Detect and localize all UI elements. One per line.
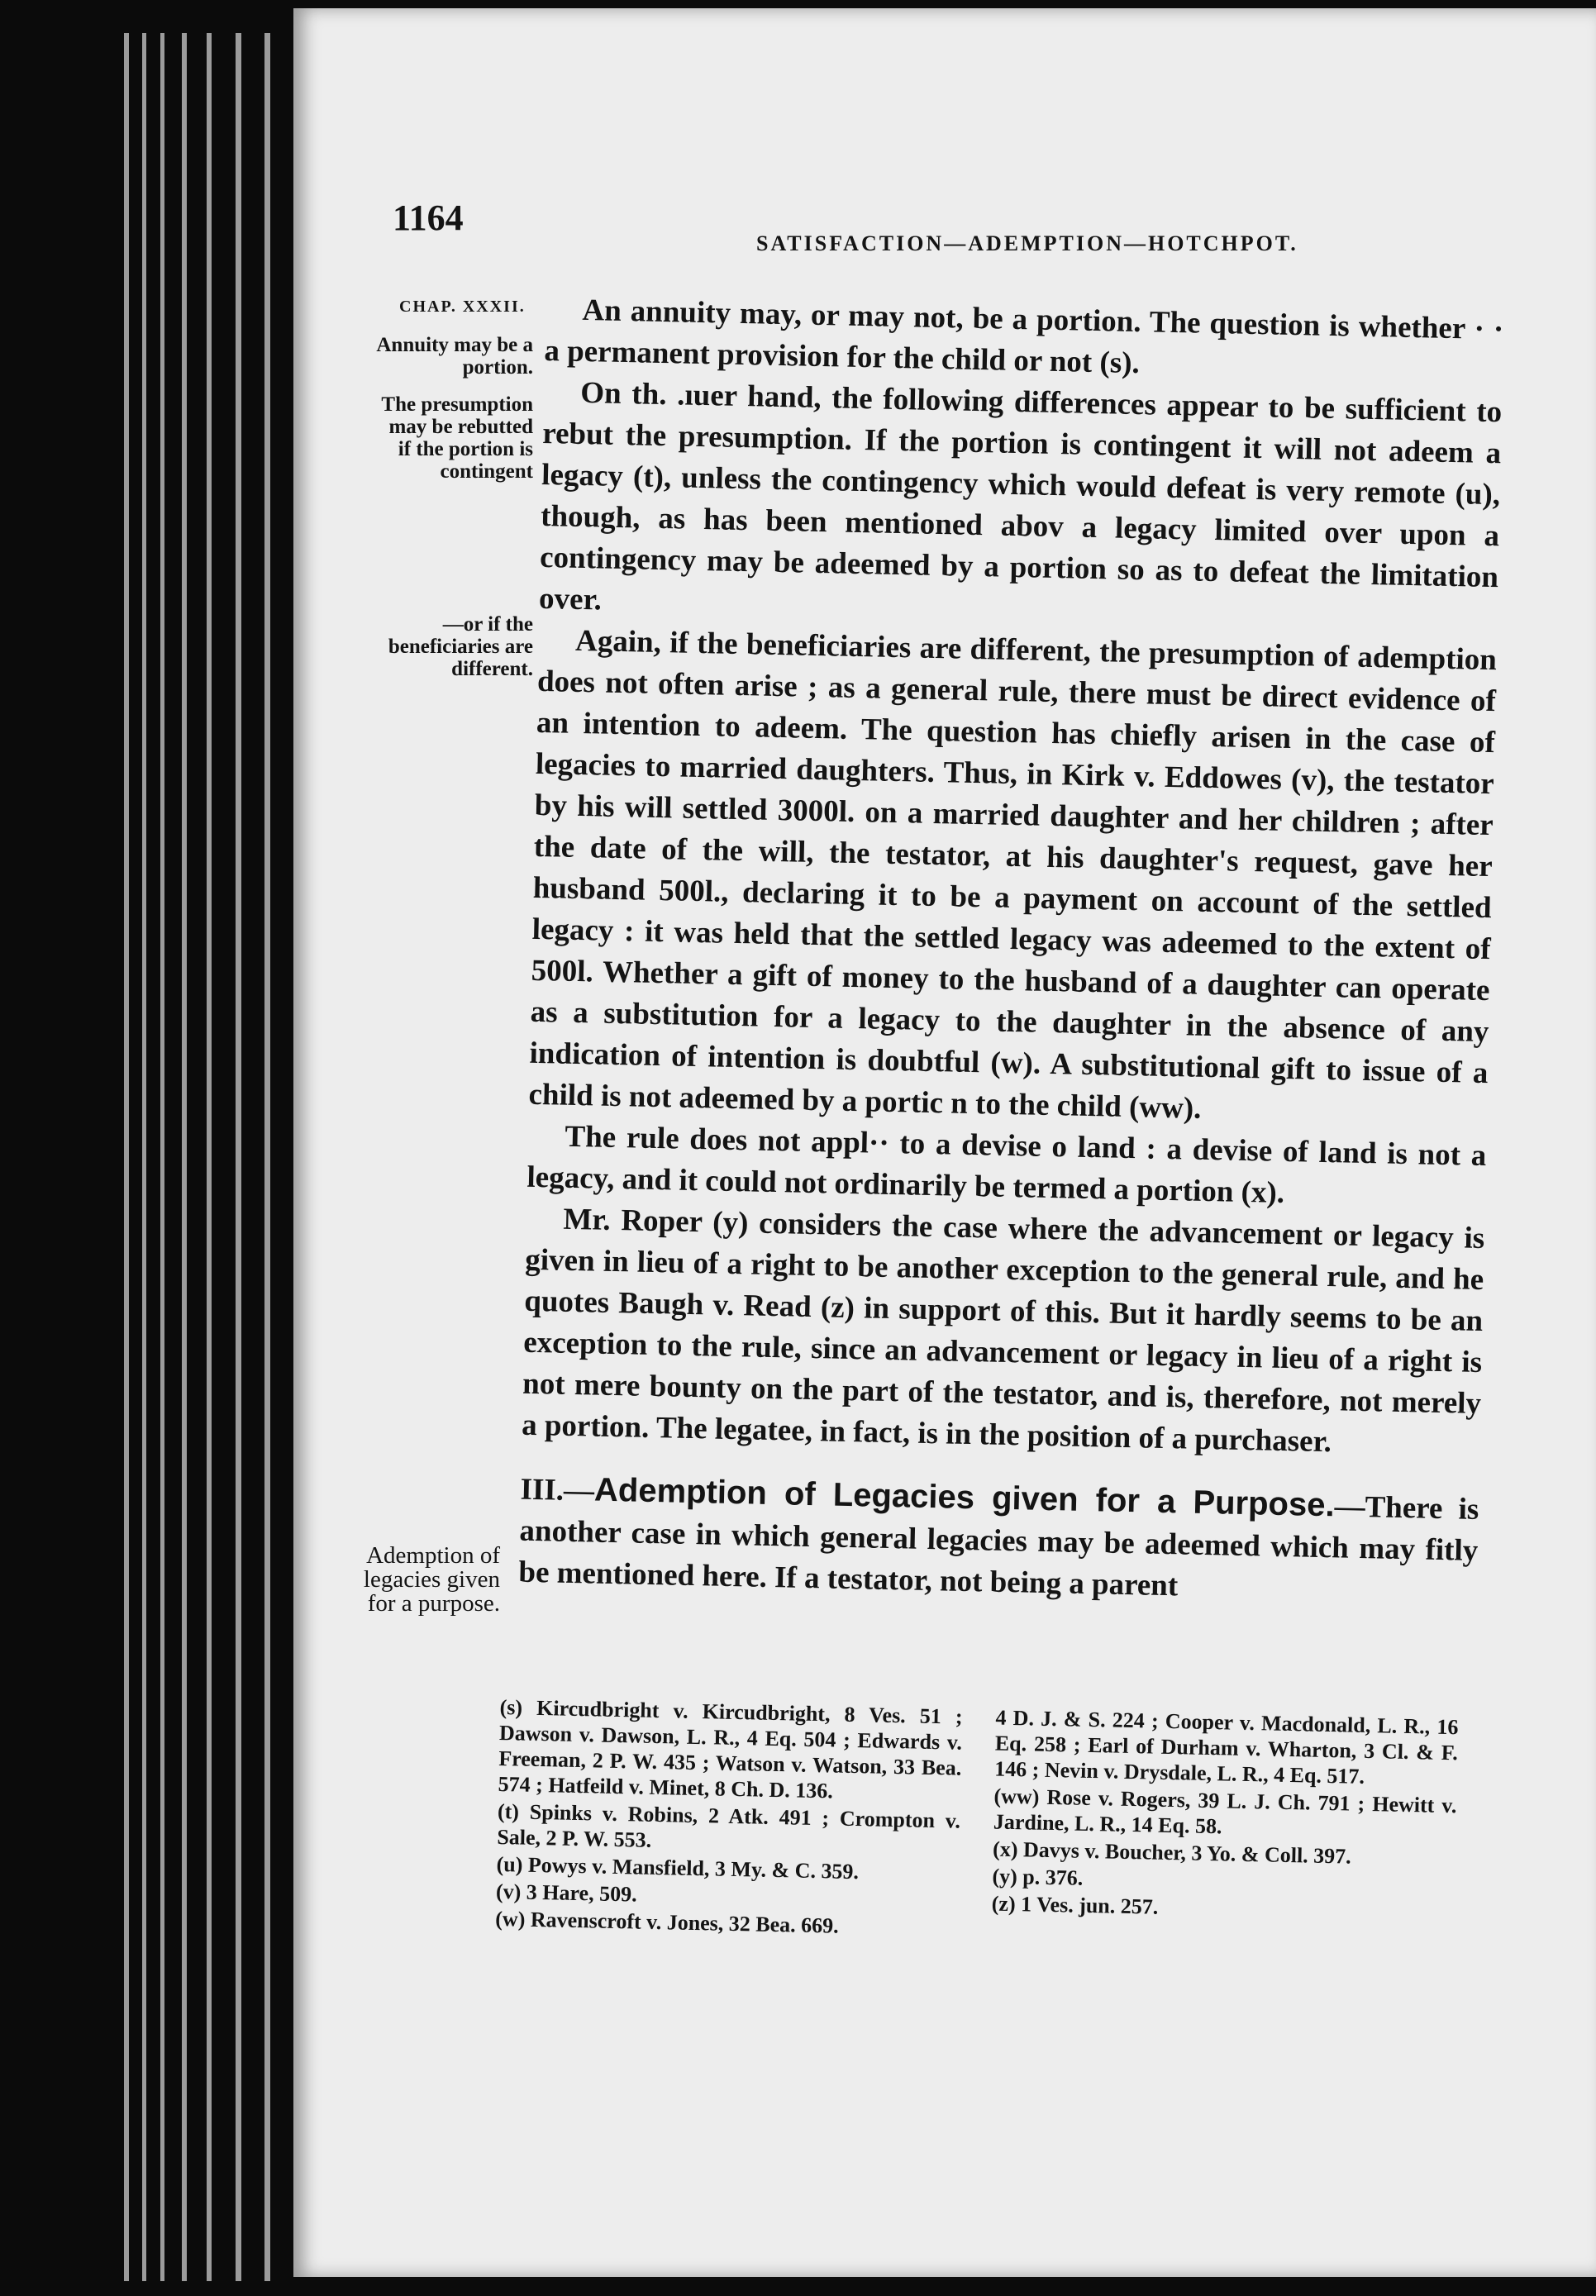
- footnotes-left-column: [495, 1694, 963, 1943]
- page-edges: [124, 33, 314, 2281]
- footnote: (t) Spinks v. Robins, 2 Atk. 491 ; Crompton v. Sale, 2 P. W. 553.: [497, 1798, 961, 1852]
- book-page: [293, 8, 1596, 2277]
- footnote: (x) Davys v. Boucher, 3 Yo. & Coll. 397.: [992, 1836, 1352, 1869]
- footnote: (w) Ravenscroft v. Jones, 32 Bea. 669.: [495, 1906, 840, 1938]
- sidenote-annuity: Annuity may be a portion.: [376, 334, 533, 379]
- body-text: [518, 289, 1504, 1613]
- paragraph: An annuity may, or may not, be a portion. The question is whether · · a permanent provision for the child or not (s).: [544, 293, 1504, 381]
- page-number: 1164: [393, 198, 464, 238]
- sidenote-beneficiaries: —or if the beneficiaries are different.: [388, 613, 533, 680]
- footnote: (z) 1 Ves. jun. 257.: [991, 1891, 1159, 1919]
- paragraph: The rule does not appl·· to a devise o land : a devise of land is not a legacy, and it could not ordinarily be termed a portion (x).: [526, 1119, 1487, 1210]
- footnote: (ww) Rose v. Rogers, 39 L. J. Ch. 791 ; Hewitt v. Jardine, L. R., 14 Eq. 58.: [993, 1784, 1457, 1839]
- sidenote-presumption: The presumption may be rebutted if the portion is contingent: [381, 393, 533, 483]
- paragraph: On th. .ıuer hand, the following differences appear to be sufficient to rebut the presumption. If the portion is contingent it will not adeem a legacy (t), unless the contingency which would defeat is very remote (u), though, as has been mentioned abov a legacy limited over upon a contingency may be adeemed by a portion so as to defeat the limitation over.: [538, 375, 1503, 617]
- sidenote-purpose: Ademption of legacies given for a purpose.: [363, 1542, 500, 1617]
- footnote: (u) Powys v. Mansfield, 3 My. & C. 359.: [496, 1851, 860, 1884]
- running-head: SATISFACTION—ADEMPTION—HOTCHPOT.: [756, 231, 1298, 255]
- footnote: 4 D. J. & S. 224 ; Cooper v. Macdonald, L. R., 16 Eq. 258 ; Earl of Durham v. Wharton, 3 Cl. & F. 146 ; Nevin v. Drysdale, L. R., 4 Eq. 517.: [993, 1705, 1459, 1789]
- paragraph: Mr. Roper (y) considers the case where the advancement or legacy is given in lieu of a right to be another exception to the general rule, and he quotes Baugh v. Read (z) in support of this. But it hardly seems to be an exception to the rule, since an advancement or legacy in lieu of a right is not mere bounty on the part of the testator, and is, therefore, not merely a portion. The legatee, in fact, is in the position of a purchaser.: [521, 1202, 1485, 1460]
- paragraph: Again, if the beneficiaries are different, the presumption of ademption does not often arise ; as a general rule, there must be direct evidence of an intention to adeem. The question has chiefly arisen in the case of legacies to married daughters. Thus, in Kirk v. Eddowes (v), the testator by his will settled 3000l. on a married daughter and her children ; after the date of the will, the testator, at his daughter's request, gave her husband 500l., declaring it to be a payment on account of the settled legacy : it was held that the settled legacy was adeemed to the extent of 500l. Whether a gift of money to the husband of a daughter can operate as a substitution for a legacy to the daughter in the absence of any indication of intention is doubtful (w). A substitutional gift to issue of a child is not adeemed by a portic n to the child (ww).: [528, 623, 1498, 1126]
- section-title: Ademption of Legacies given for a Purpose.: [593, 1471, 1336, 1524]
- section-numeral: III.—: [520, 1472, 595, 1508]
- footnote: (v) 3 Hare, 509.: [495, 1879, 637, 1907]
- section-text: —There is another case in which general legacies may be adeemed which may fitly be mentioned here. If a testator, not being a parent: [518, 1489, 1479, 1603]
- footnote: (y) p. 376.: [992, 1864, 1084, 1890]
- sidenote-chapter: CHAP. XXXII.: [399, 298, 526, 316]
- footnotes-right-column: [991, 1705, 1458, 1928]
- footnotes: [495, 1694, 1492, 1938]
- footnote: (s) Kircudbright v. Kircudbright, 8 Ves. 51 ; Dawson v. Dawson, L. R., 4 Eq. 504 ; Edwards v. Freeman, 2 P. W. 435 ; Watson v. Watson, 33 Bea. 574 ; Hatfeild v. Minet, 8 Ch. D. 136.: [498, 1694, 963, 1803]
- section-paragraph: [518, 1468, 1479, 1613]
